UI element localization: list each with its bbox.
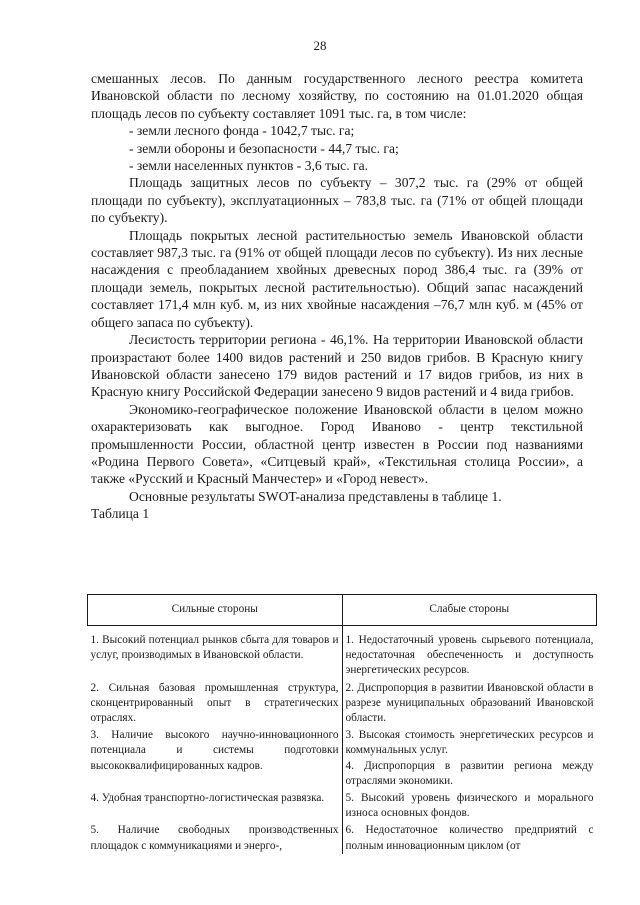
- list-item: - земли лесного фонда - 1042,7 тыс. га;: [129, 123, 355, 139]
- table-header-row: [88, 595, 597, 626]
- strength-cell: [88, 726, 343, 789]
- strength-item: 1. Высокий потенциал рынков сбыта для товаров и услуг, производимых в Ивановской области.: [90, 634, 339, 662]
- weakness-cell: [342, 679, 597, 727]
- weakness-item: 1. Недостаточный уровень сырьевого потенциала, недостаточная обеспеченность и доступность энергетических ресурсов.: [345, 634, 594, 677]
- list-item: - земли населенных пунктов - 3,6 тыс. га.: [129, 158, 368, 174]
- weakness-cell: [342, 789, 597, 821]
- table-row: [88, 679, 597, 727]
- weakness-cell: [342, 726, 597, 789]
- paragraph: Площадь покрытых лесной растительностью земель Ивановской области составляет 987,3 тыс. га (91% от общей площади лесов по субъекту). Из них лесные насаждения с преобладанием хвойных древесных пород 386,4 тыс. га (39% от площади земель, покрытых лесной растительностью). Общий запас насаждений составляет 171,4 млн куб. м, из них хвойные насаждения –76,7 млн куб. м (45% от общего запаса по субъекту).: [91, 227, 583, 330]
- page-number: 28: [313, 38, 327, 53]
- paragraph: Основные результаты SWOT-анализа представлены в таблице 1.: [129, 488, 502, 504]
- strength-cell: [88, 789, 343, 821]
- body-text: [91, 70, 583, 523]
- table-row: [88, 821, 597, 853]
- strength-cell: [88, 821, 343, 853]
- weakness-cell: [342, 821, 597, 853]
- paragraph: Площадь защитных лесов по субъекту – 307,2 тыс. га (29% от общей площади по субъекту), эксплуатационных – 783,8 тыс. га (71% от общей площади по субъекту).: [91, 175, 583, 226]
- paragraph: Экономико-географическое положение Ивановской области в целом можно охарактеризовать как выгодное. Город Иваново - центр текстильной промышленности России, областной центр известен в России под названиями «Родина Первого Совета», «Ситцевый край», «Текстильная столица России», а также «Русский и Красный Манчестер» и «Город невест».: [91, 401, 583, 487]
- weakness-item: 5. Высокий уровень физического и морального износа основных фондов.: [345, 792, 594, 820]
- strength-item: 3. Наличие высокого научно-инновационного потенциала и системы подготовки высококвалифицированных кадров.: [90, 729, 339, 772]
- swot-table: [87, 594, 597, 854]
- weakness-item: 3. Высокая стоимость энергетических ресурсов и коммунальных услуг.: [345, 729, 594, 757]
- strength-cell: [88, 679, 343, 727]
- strength-cell: [88, 626, 343, 679]
- strength-item: 2. Сильная базовая промышленная структура, сконцентрированный опыт в стратегических отраслях.: [90, 681, 339, 725]
- weakness-item: 4. Диспропорция в развитии региона между отраслями экономики.: [345, 759, 594, 787]
- paragraph: смешанных лесов. По данным государственного лесного реестра комитета Ивановской области по лесному хозяйству, по состоянию на 01.01.2020 общая площадь лесов по субъекту составляет 1091 тыс. га, в том числе:: [91, 71, 583, 121]
- weakness-item: 6. Недостаточное количество предприятий с полным инновационным циклом (от: [345, 824, 594, 852]
- paragraph: Лесистость территории региона - 46,1%. На территории Ивановской области произрастают более 1400 видов растений и 250 видов грибов. В Красную книгу Ивановской области занесено 179 видов растений и 17 видов грибов, из них в Красную книгу Российской Федерации занесено 9 видов растений и 4 вида грибов.: [91, 332, 583, 400]
- table-row: [88, 726, 597, 789]
- weakness-item: 2. Диспропорция в развитии Ивановской области в разрезе муниципальных образований Ивановской области.: [345, 681, 594, 725]
- header-strengths: Сильные стороны: [88, 595, 343, 626]
- list-item: - земли обороны и безопасности - 44,7 тыс. га;: [129, 140, 399, 156]
- table-row: [88, 626, 597, 679]
- strength-item: 4. Удобная транспортно-логистическая развязка.: [90, 792, 325, 805]
- table-label: Таблица 1: [91, 506, 150, 522]
- weakness-cell: [342, 626, 597, 679]
- table-row: [88, 789, 597, 821]
- header-weaknesses: Слабые стороны: [342, 595, 597, 626]
- strength-item: 5. Наличие свободных производственных площадок с коммуникациями и энерго-,: [90, 824, 339, 852]
